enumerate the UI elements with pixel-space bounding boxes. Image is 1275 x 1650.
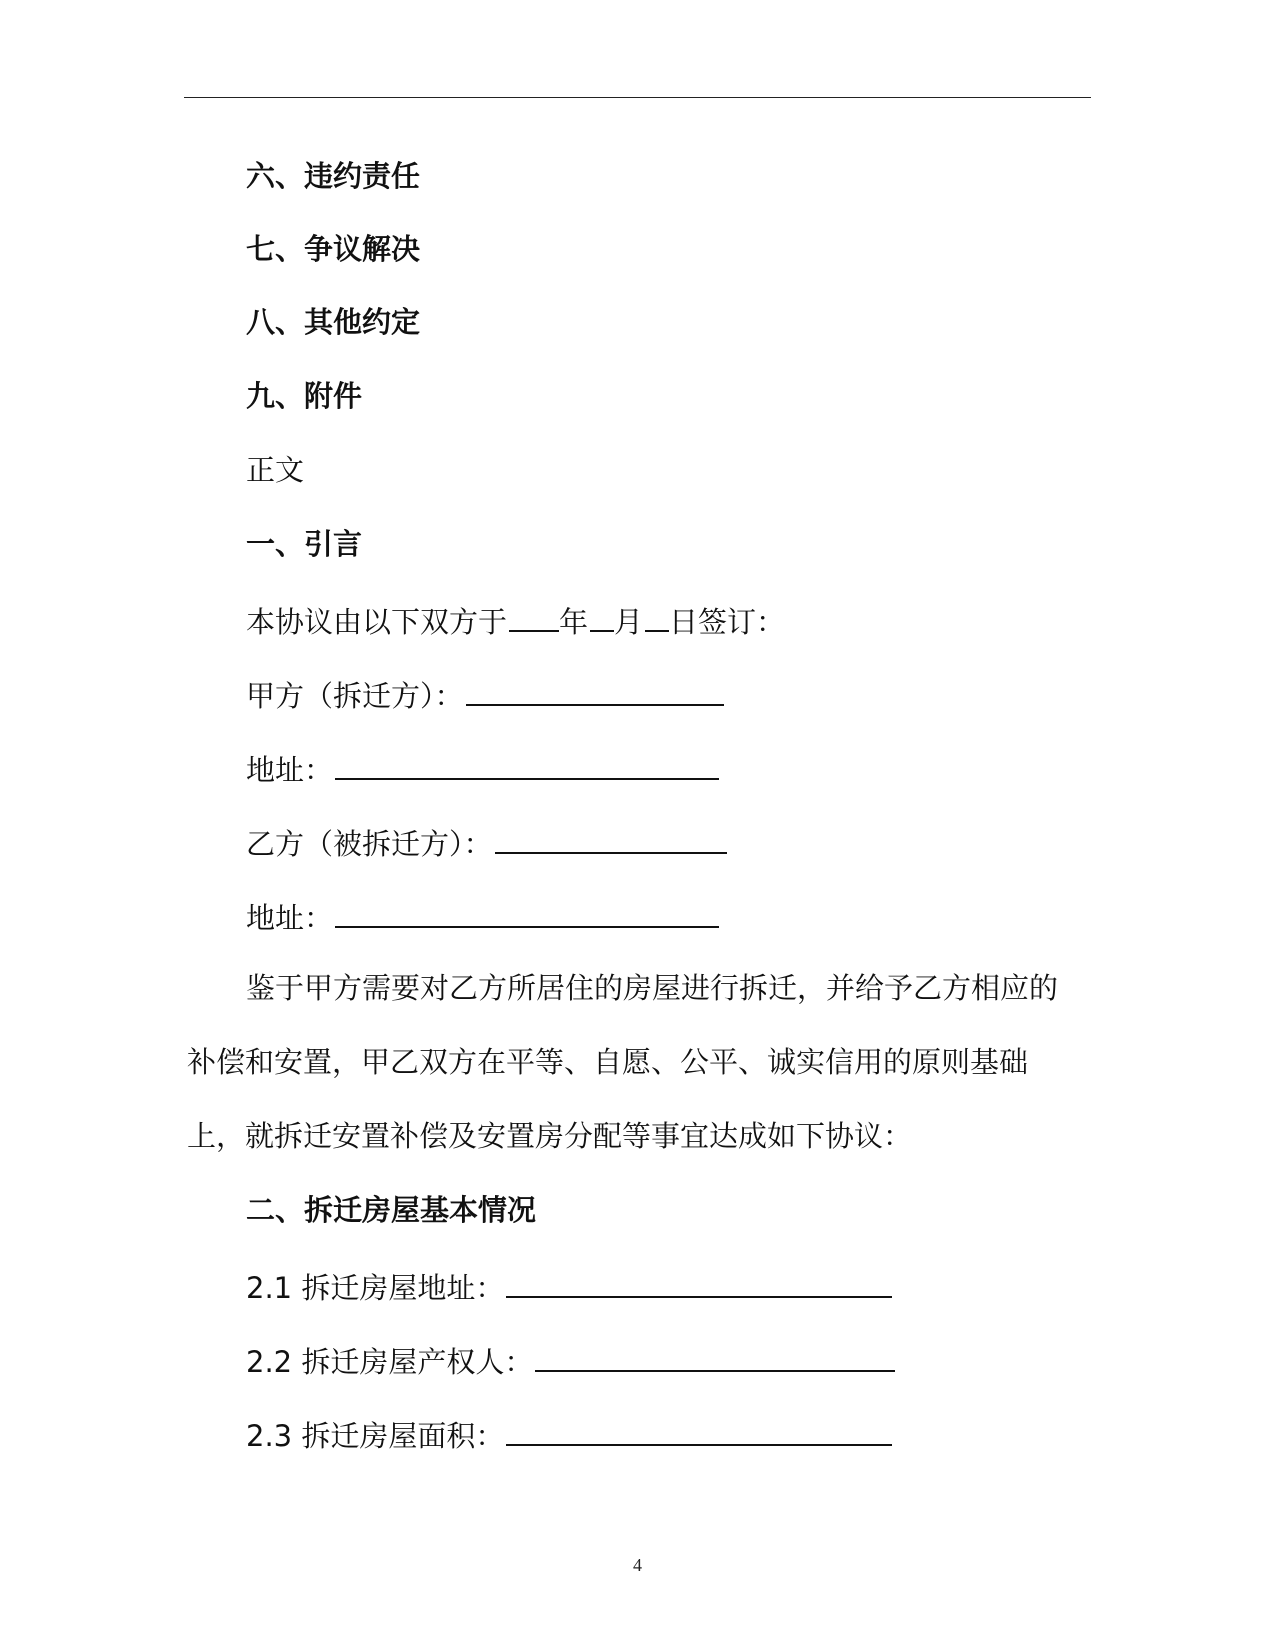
- intro-paragraph-line-2: 补偿和安置，甲乙双方在平等、自愿、公平、诚实信用的原则基础: [187, 1045, 1029, 1079]
- day-label: 日签订：: [669, 605, 786, 639]
- property-address-label: 2.1 拆迁房屋地址：: [246, 1271, 505, 1305]
- signing-date-line: [246, 598, 785, 638]
- month-blank[interactable]: [590, 598, 614, 632]
- property-area-blank[interactable]: [506, 1412, 892, 1446]
- party-b-blank[interactable]: [495, 820, 727, 854]
- body-label: 正文: [246, 453, 305, 487]
- day-blank[interactable]: [645, 598, 669, 632]
- party-a-blank[interactable]: [466, 672, 724, 706]
- heading-introduction: 一、引言: [246, 527, 363, 561]
- heading-property-info: 二、拆迁房屋基本情况: [246, 1193, 537, 1227]
- party-a-address-label: 地址：: [246, 753, 334, 787]
- heading-breach-liability: 六、违约责任: [246, 159, 421, 193]
- signing-prefix: 本协议由以下双方于: [246, 605, 508, 639]
- month-label: 月: [614, 605, 644, 639]
- party-b-label: 乙方（被拆迁方）：: [246, 827, 493, 861]
- property-owner-blank[interactable]: [535, 1338, 895, 1372]
- property-address-line: [246, 1264, 892, 1304]
- property-address-blank[interactable]: [506, 1264, 892, 1298]
- heading-other-agreements: 八、其他约定: [246, 305, 421, 339]
- party-b-address-line: [246, 894, 719, 934]
- year-label: 年: [559, 605, 589, 639]
- property-owner-label: 2.2 拆迁房屋产权人：: [246, 1345, 534, 1379]
- property-area-line: [246, 1412, 892, 1452]
- page-number: 4: [633, 1555, 642, 1575]
- property-owner-line: [246, 1338, 895, 1378]
- property-area-label: 2.3 拆迁房屋面积：: [246, 1419, 505, 1453]
- intro-paragraph-line-1: 鉴于甲方需要对乙方所居住的房屋进行拆迁，并给予乙方相应的: [246, 971, 1059, 1005]
- party-a-address-blank[interactable]: [335, 746, 719, 780]
- heading-attachments: 九、附件: [246, 379, 363, 413]
- party-b-address-blank[interactable]: [335, 894, 719, 928]
- year-blank[interactable]: [509, 598, 559, 632]
- heading-dispute-resolution: 七、争议解决: [246, 232, 421, 266]
- party-a-label: 甲方（拆迁方）：: [246, 679, 464, 713]
- party-a-line: [246, 672, 724, 712]
- party-b-address-label: 地址：: [246, 901, 334, 935]
- header-rule: [184, 97, 1091, 98]
- intro-paragraph-line-3: 上，就拆迁安置补偿及安置房分配等事宜达成如下协议：: [187, 1119, 913, 1153]
- party-a-address-line: [246, 746, 719, 786]
- party-b-line: [246, 820, 727, 860]
